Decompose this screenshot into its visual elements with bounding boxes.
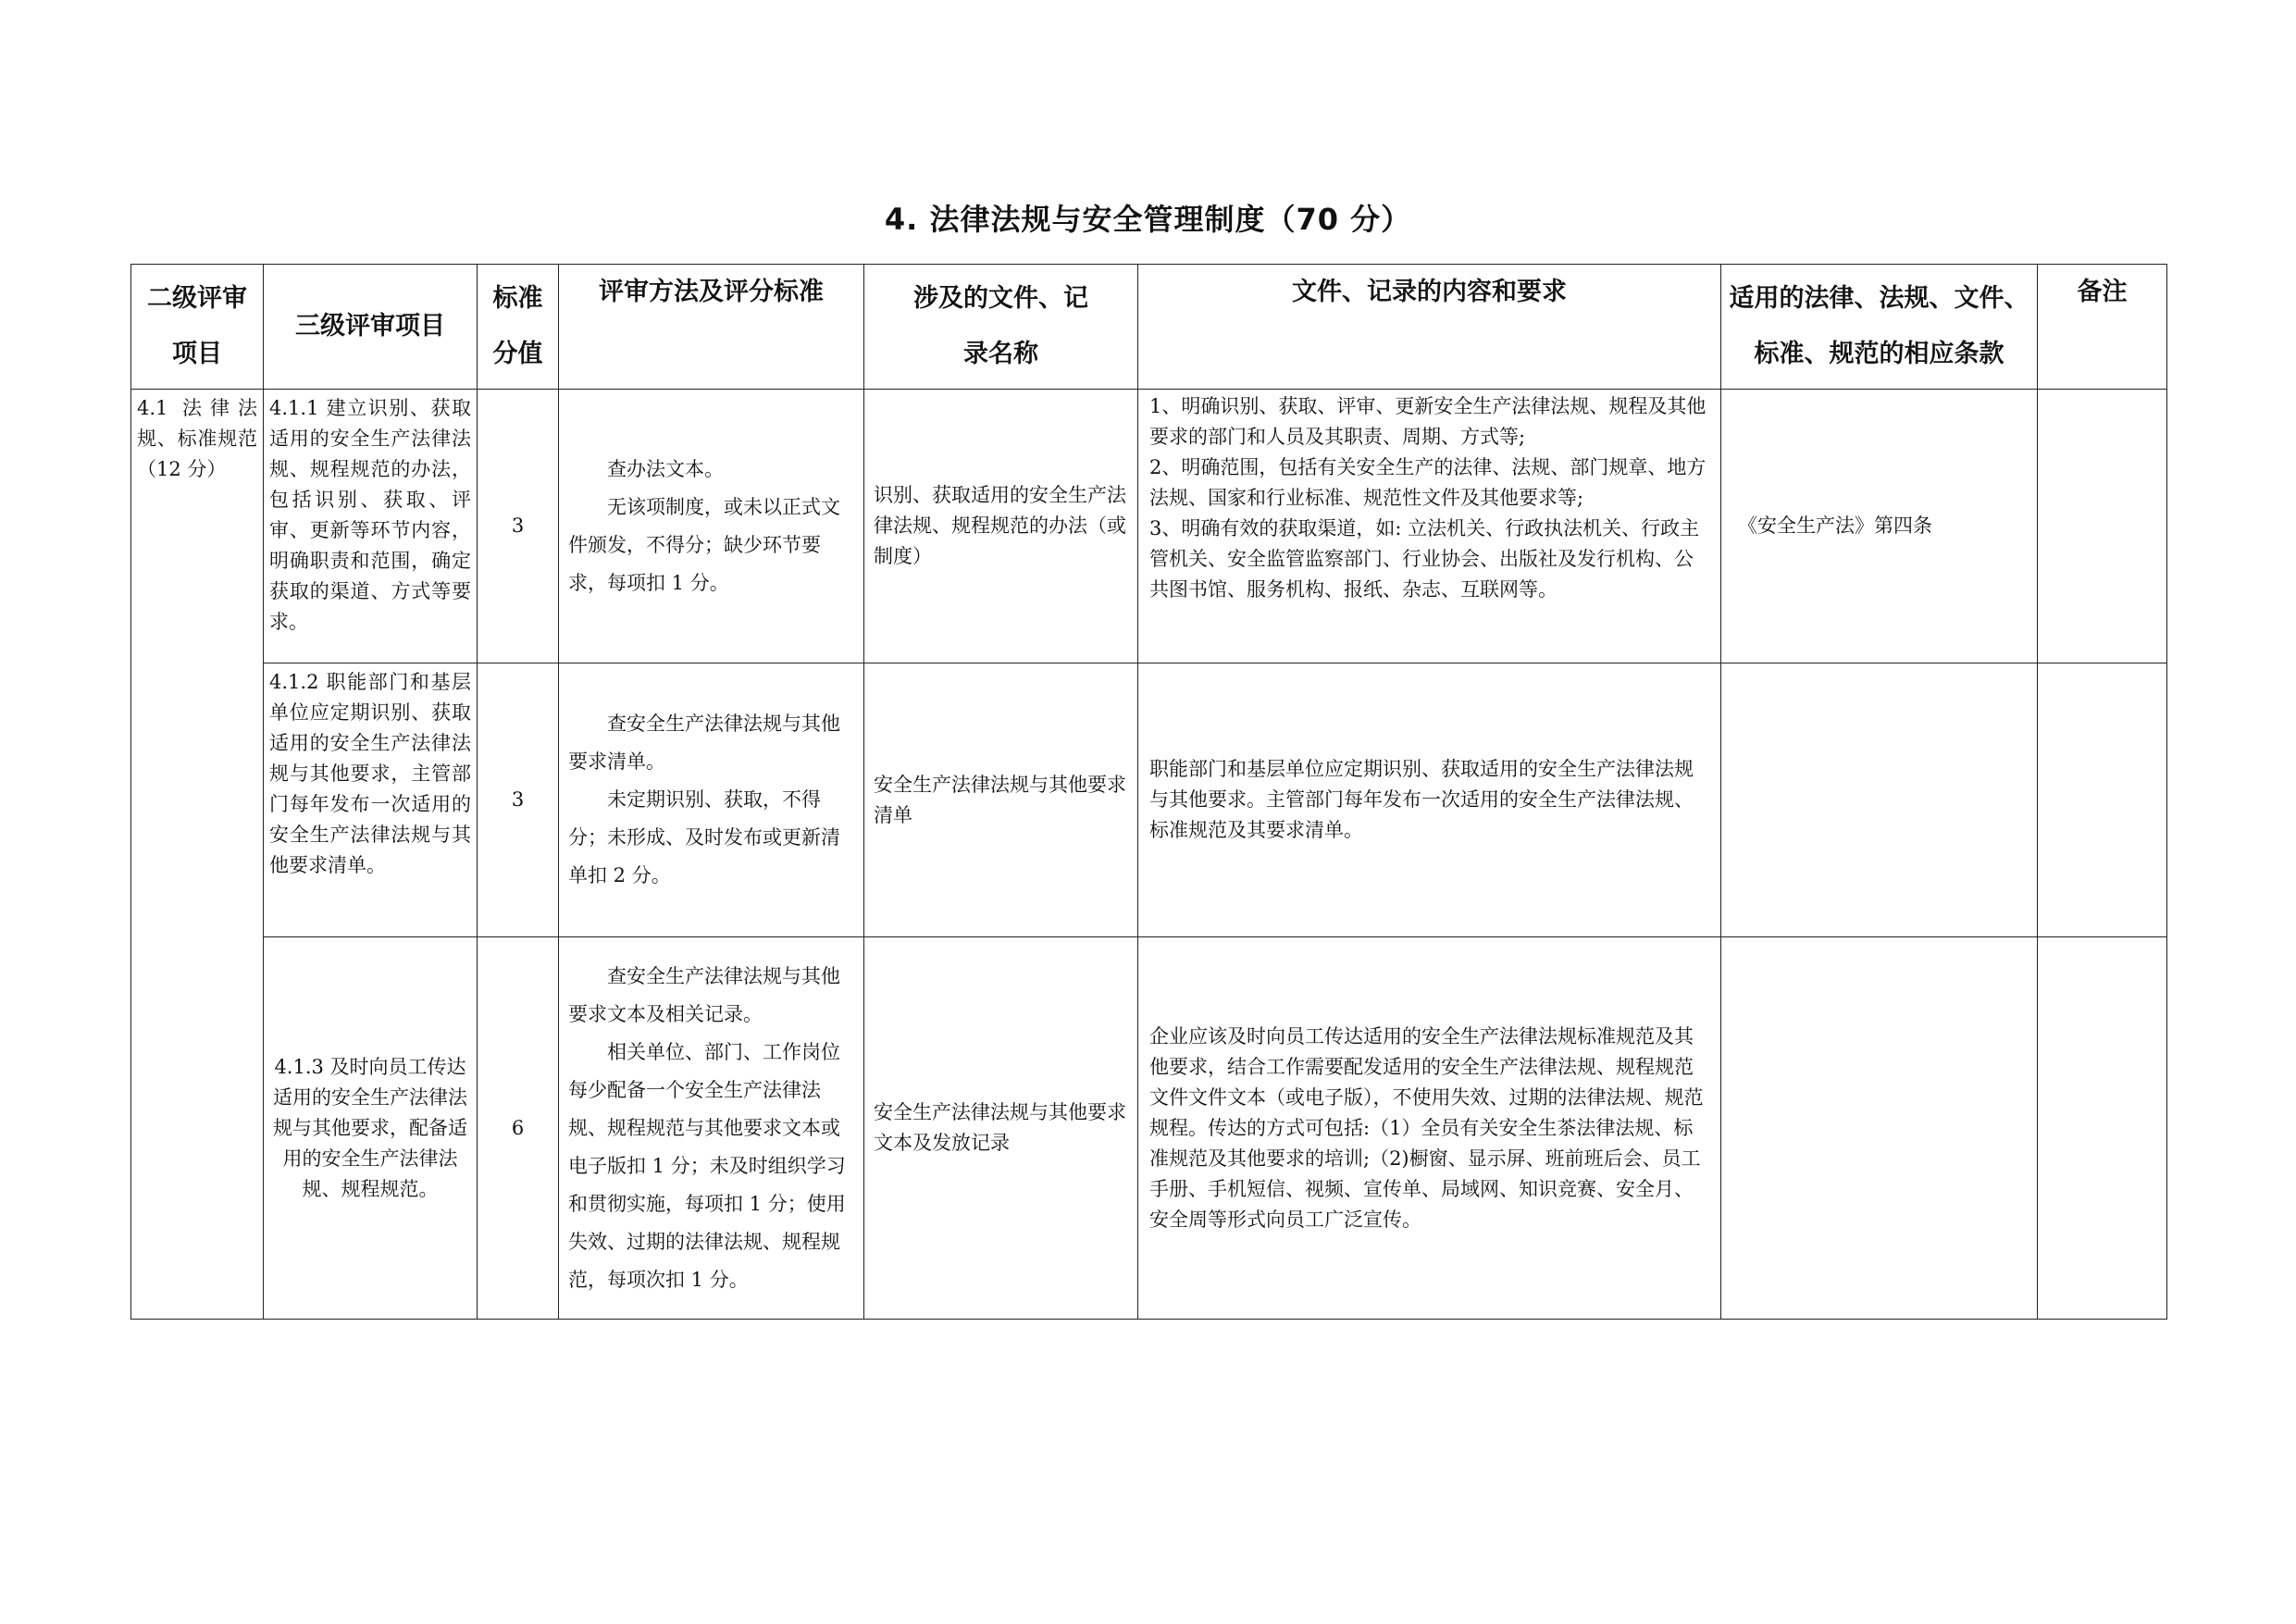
score-cell: 6 xyxy=(478,937,559,1320)
method-cell xyxy=(559,663,864,937)
requirement-line: 企业应该及时向员工传达适用的安全生产法律法规标准规范及其他要求，结合工作需要配发适用的安全生产法律法规、规程规范文件文件文本（或电子版），不使用失效、过期的法律法规、规范规程。传达的方式可包括:（1）全员有关安全生茶法律法规、标准规范及其他要求的培训;（2)橱窗、显示屏、班前班后会、员工手册、手机短信、视频、宣传单、局域网、知识竞赛、安全月、安全周等形式向员工广泛宣传。 xyxy=(1149,1024,1704,1231)
header-law: 适用的法律、法规、文件、 标准、规范的相应条款 xyxy=(1721,265,2038,390)
method-line: 查安全生产法律法规与其他要求清单。 xyxy=(568,713,840,773)
requirement-line: 职能部门和基层单位应定期识别、获取适用的安全生产法律法规与其他要求。主管部门每年发布一次适用的安全生产法律法规、标准规范及其要求清单。 xyxy=(1149,758,1694,841)
header-method: 评审方法及评分标准 xyxy=(559,265,864,390)
method-line: 相关单位、部门、工作岗位每少配备一个安全生产法律法规、规程规范与其他要求文本或电子版扣 1 分；未及时组织学习和贯彻实施，每项扣 1 分；使用失效、过期的法律法规、规程规范，每项次扣 1 分。 xyxy=(568,1040,846,1291)
note-cell xyxy=(2038,663,2167,937)
review-table xyxy=(130,264,2167,1320)
method-line: 查安全生产法律法规与其他要求文本及相关记录。 xyxy=(568,964,840,1025)
method-cell xyxy=(559,937,864,1320)
item-cell: 4.1.3 及时向员工传达适用的安全生产法律法规与其他要求，配备适用的安全生产法律法规、规程规范。 xyxy=(264,937,478,1320)
requirements-cell xyxy=(1138,663,1721,937)
documents-cell: 安全生产法律法规与其他要求清单 xyxy=(864,663,1138,937)
header-level2: 二级评审 项目 xyxy=(131,265,264,390)
method-cell xyxy=(559,390,864,663)
header-requirements: 文件、记录的内容和要求 xyxy=(1138,265,1721,390)
header-score: 标准 分值 xyxy=(478,265,559,390)
level2-cell: 4.1 法律法规、标准规范（12 分） xyxy=(131,390,264,1320)
table-row xyxy=(131,937,2167,1320)
method-line: 无该项制度，或未以正式文件颁发，不得分；缺少环节要求，每项扣 1 分。 xyxy=(568,495,840,594)
score-cell: 3 xyxy=(478,390,559,663)
method-line: 查办法文本。 xyxy=(607,457,724,480)
page-title: 4. 法律法规与安全管理制度（70 分） xyxy=(884,202,1412,237)
note-cell xyxy=(2038,937,2167,1320)
header-note: 备注 xyxy=(2038,265,2167,390)
method-line: 未定期识别、获取，不得分；未形成、及时发布或更新清单扣 2 分。 xyxy=(568,788,840,886)
requirement-line: 3、明确有效的获取渠道，如: 立法机关、行政执法机关、行政主管机关、安全监管监察部门、行业协会、出版社及发行机构、公共图书馆、服务机构、报纸、杂志、互联网等。 xyxy=(1149,517,1700,601)
requirement-line: 2、明确范围，包括有关安全生产的法律、法规、部门规章、地方法规、国家和行业标准、规范性文件及其他要求等; xyxy=(1149,456,1706,509)
law-cell xyxy=(1721,663,2038,937)
table-row xyxy=(131,663,2167,937)
requirement-line: 1、明确识别、获取、评审、更新安全生产法律法规、规程及其他要求的部门和人员及其职责、周期、方式等; xyxy=(1149,395,1706,448)
requirements-cell xyxy=(1138,937,1721,1320)
table-row xyxy=(131,390,2167,663)
score-cell: 3 xyxy=(478,663,559,937)
item-cell: 4.1.1 建立识别、获取适用的安全生产法律法规、规程规范的办法，包括识别、获取、评审、更新等环节内容，明确职责和范围，确定获取的渠道、方式等要求。 xyxy=(264,390,478,663)
header-documents: 涉及的文件、记 录名称 xyxy=(864,265,1138,390)
note-cell xyxy=(2038,390,2167,663)
law-cell xyxy=(1721,937,2038,1320)
documents-cell: 安全生产法律法规与其他要求文本及发放记录 xyxy=(864,937,1138,1320)
header-row xyxy=(131,265,2167,390)
requirements-cell xyxy=(1138,390,1721,663)
law-cell: 《安全生产法》第四条 xyxy=(1721,390,2038,663)
item-cell: 4.1.2 职能部门和基层单位应定期识别、获取适用的安全生产法律法规与其他要求，主管部门每年发布一次适用的安全生产法律法规与其他要求清单。 xyxy=(264,663,478,937)
header-level3: 三级评审项目 xyxy=(264,265,478,390)
documents-cell: 识别、获取适用的安全生产法律法规、规程规范的办法（或制度） xyxy=(864,390,1138,663)
